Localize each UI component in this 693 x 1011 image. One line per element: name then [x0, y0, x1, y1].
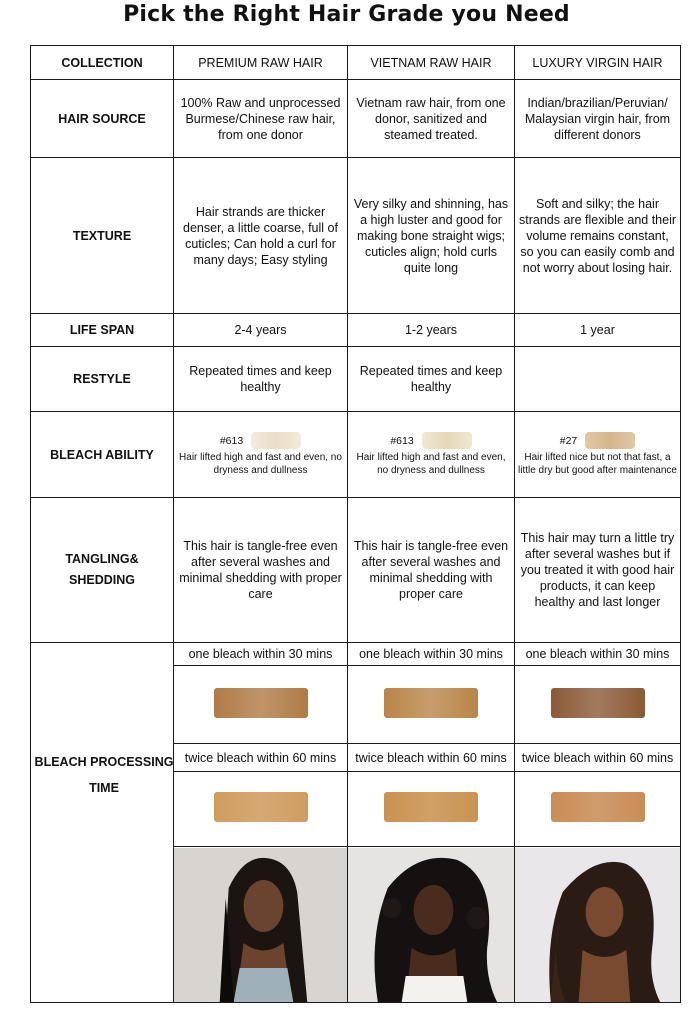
- model-photo-cell: [348, 847, 515, 1003]
- bleach-ability-cell: [348, 412, 515, 498]
- hair-source-cell: Vietnam raw hair, from one donor, sanitized and steamed treated.: [348, 80, 515, 158]
- twice-bleach-swatch-cell: [515, 772, 681, 847]
- color-chip-613: [251, 432, 301, 449]
- model-photo-straight-hair: [174, 848, 347, 1002]
- bleach-ability-text: Hair lifted nice but not that fast, a little dry but good after maintenance: [518, 452, 677, 477]
- one-bleach-swatch: [384, 688, 478, 718]
- model-photo-curly-hair: [348, 848, 514, 1002]
- one-bleach-swatch-cell: [515, 666, 681, 744]
- one-bleach-swatch: [551, 688, 645, 718]
- color-chip-613: [422, 432, 472, 449]
- twice-bleach-swatch: [551, 792, 645, 822]
- bleach-ability-cell: [515, 412, 681, 498]
- restyle-cell: [515, 347, 681, 412]
- tangling-cell: This hair is tangle-free even after several washes and minimal shedding with proper care: [174, 498, 348, 643]
- bleach-ability-row: [31, 412, 681, 498]
- life-span-label: LIFE SPAN: [31, 314, 174, 347]
- collection-label: COLLECTION: [31, 46, 174, 80]
- restyle-cell: Repeated times and keep healthy: [174, 347, 348, 412]
- texture-cell: Hair strands are thicker denser, a little coarse, full of cuticles; Can hold a curl for many days; Easy styling: [174, 158, 348, 314]
- color-code: #613: [390, 434, 414, 447]
- color-code: #27: [559, 434, 578, 447]
- tangling-cell: This hair may turn a little try after several washes but if you treated it with good hair products, it can keep healthy and last longer: [515, 498, 681, 643]
- restyle-label: RESTYLE: [31, 347, 174, 412]
- twice-bleach-caption: twice bleach within 60 mins: [348, 744, 515, 772]
- life-span-cell: 2-4 years: [174, 314, 348, 347]
- restyle-cell: Repeated times and keep healthy: [348, 347, 515, 412]
- premium-raw-hair-header: PREMIUM RAW HAIR: [174, 46, 348, 80]
- bleach-ability-label: BLEACH ABILITY: [31, 412, 174, 498]
- bleach-ability-cell: [174, 412, 348, 498]
- model-photo-cell: [174, 847, 348, 1003]
- page-title: Pick the Right Hair Grade you Need: [123, 2, 570, 27]
- texture-cell: Very silky and shinning, has a high luster and good for making bone straight wigs; cuticles align; hold curls quite long: [348, 158, 515, 314]
- life-span-cell: 1-2 years: [348, 314, 515, 347]
- twice-bleach-caption: twice bleach within 60 mins: [515, 744, 681, 772]
- twice-bleach-swatch-cell: [348, 772, 515, 847]
- luxury-virgin-hair-header: LUXURY VIRGIN HAIR: [515, 46, 681, 80]
- restyle-row: [31, 347, 681, 412]
- color-chip-27: [585, 432, 635, 449]
- collection-row: [31, 46, 681, 80]
- tangling-shedding-label: TANGLING& SHEDDING: [31, 498, 174, 643]
- hair-source-row: [31, 80, 681, 158]
- texture-cell: Soft and silky; the hair strands are flexible and their volume remains constant, so you can easily comb and not worry about losing hair.: [515, 158, 681, 314]
- bleach-ability-text: Hair lifted high and fast and even, no dryness and dullness: [179, 452, 342, 477]
- hair-source-label: HAIR SOURCE: [31, 80, 174, 158]
- tangling-cell: This hair is tangle-free even after several washes and minimal shedding with proper care: [348, 498, 515, 643]
- hair-source-cell: Indian/brazilian/Peruvian/ Malaysian virgin hair, from different donors: [515, 80, 681, 158]
- one-bleach-caption: one bleach within 30 mins: [515, 643, 681, 666]
- vietnam-raw-hair-header: VIETNAM RAW HAIR: [348, 46, 515, 80]
- texture-label: TEXTURE: [31, 158, 174, 314]
- twice-bleach-swatch-cell: [174, 772, 348, 847]
- one-bleach-caption: one bleach within 30 mins: [348, 643, 515, 666]
- twice-bleach-caption: twice bleach within 60 mins: [174, 744, 348, 772]
- life-span-row: [31, 314, 681, 347]
- one-bleach-swatch: [214, 688, 308, 718]
- twice-bleach-swatch: [384, 792, 478, 822]
- one-bleach-swatch-cell: [348, 666, 515, 744]
- life-span-cell: 1 year: [515, 314, 681, 347]
- bleach-processing-label: BLEACH PROCESSING TIME: [31, 643, 174, 1003]
- model-photo-cell: [515, 847, 681, 1003]
- tangling-row: [31, 498, 681, 643]
- color-code: #613: [219, 434, 244, 447]
- one-bleach-swatch-cell: [174, 666, 348, 744]
- twice-bleach-swatch: [214, 792, 308, 822]
- bleach-ability-text: Hair lifted high and fast and even, no dryness and dullness: [356, 452, 506, 477]
- one-bleach-caption: one bleach within 30 mins: [174, 643, 348, 666]
- comparison-table: [30, 45, 681, 1003]
- hair-source-cell: 100% Raw and unprocessed Burmese/Chinese raw hair, from one donor: [174, 80, 348, 158]
- texture-row: [31, 158, 681, 314]
- one-bleach-caption-row: [31, 643, 681, 666]
- model-photo-wavy-hair: [515, 848, 680, 1002]
